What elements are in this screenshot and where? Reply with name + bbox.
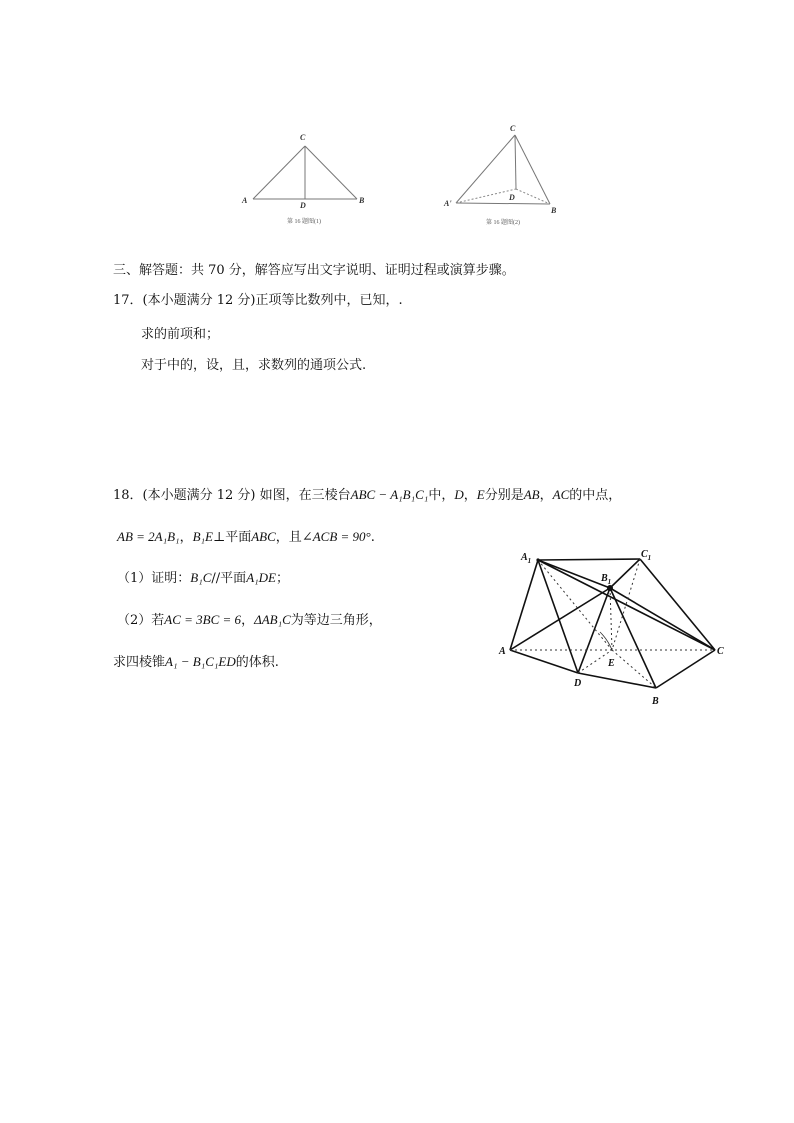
q18-cond-sep: ， (179, 530, 193, 545)
q18-part2-sep: ， (241, 613, 255, 628)
q18-cond-end: . (370, 530, 375, 545)
label-c1: $C_1$ (641, 549, 652, 562)
fig16-1-edge-cb (305, 146, 357, 199)
q18-part2-math2: ΔAB₁C (254, 612, 291, 627)
q18-conditions (117, 528, 375, 547)
q18-cond2d: ，且 (275, 530, 302, 545)
q18-part3-prefix: 求四棱锥 (113, 655, 166, 670)
label-e: E (608, 658, 615, 669)
edge-b1-c (610, 588, 715, 650)
q18-stem-mid2: 分别是 (484, 488, 524, 503)
q18-stem-mid1: 中， (428, 488, 455, 503)
section-heading: 三、解答题：共 70 分，解答应写出文字说明、证明过程或演算步骤。 (113, 263, 515, 278)
q18-figure (490, 540, 740, 720)
q18-stem-suffix: 的中点， (569, 488, 622, 503)
q18-sep: ， (463, 488, 477, 503)
q18-part3 (113, 653, 279, 672)
q18-part2-math1: AC = 3BC = 6 (164, 612, 242, 627)
q18-seg-ab: AB (523, 487, 540, 502)
fig16-2-label-a: A' (444, 199, 452, 208)
q18-part1-mid: //平面 (211, 571, 247, 586)
q17-part1: 求的前项和； (141, 327, 220, 342)
fig16-2-label-b: B (551, 206, 557, 215)
fig16-2-label-c: C (510, 124, 516, 133)
fig16-2-edge-db (516, 189, 550, 204)
q18-cond1: AB = 2A₁B₁ (117, 529, 180, 544)
q18-cond2c: ABC (251, 529, 276, 544)
label-d: D (574, 678, 582, 689)
fig16-1-label-a: A (242, 196, 248, 205)
fig16-1-label-d: D (300, 201, 306, 210)
edge-b1-a (510, 588, 610, 650)
q18-stem-mid3: ， (539, 488, 553, 503)
label-b: B (652, 696, 659, 707)
aux-arc (600, 632, 612, 650)
fig16-2-edge-ad (456, 189, 516, 203)
q18-cond3: ∠ACB = 90° (301, 529, 371, 544)
fig16-1-label-c: C (300, 133, 306, 142)
q18-frustum: ABC − A₁B₁C₁ (350, 487, 429, 502)
label-b1: $B_1$ (601, 573, 612, 586)
q18-cond2b: ⊥平面 (213, 530, 252, 545)
q18-point-d: D (454, 487, 464, 502)
q18-part1-math1: B₁C (190, 570, 212, 585)
edge-b1-d (578, 588, 610, 673)
fig16-1 (235, 128, 375, 228)
fig16-2-label-d: D (509, 193, 515, 202)
q18-part2-prefix: （2）若 (117, 613, 165, 628)
q17-part2: 对于中的，设，且，求数列的通项公式. (141, 358, 367, 373)
q18-part2-end: 为等边三角形， (290, 613, 382, 628)
fig16-1-edge-ac (253, 146, 305, 199)
fig16-1-caption: 第 16 题图(1) (287, 219, 321, 225)
edge-a1-b1 (538, 560, 610, 588)
fig16-2-edge-ab (456, 203, 550, 204)
q18-part1 (117, 569, 289, 588)
q18-part3-math: A₁ − B₁C₁ED (165, 654, 236, 669)
label-c: C (717, 646, 724, 657)
point-a1-dot (536, 558, 539, 561)
fig16-2-edge-cd (515, 135, 516, 189)
q18-part1-math2: A₁DE (246, 570, 276, 585)
label-a1: $A_1$ (521, 552, 532, 565)
q17-stem: 17．(本小题满分 12 分)正项等比数列中，已知，. (113, 293, 403, 308)
q18-stem (113, 486, 621, 505)
edge-b1-b (610, 588, 656, 688)
fig16-2-edge-cb (515, 135, 550, 204)
q18-stem-prefix: 18．(本小题满分 12 分) 如图，在三棱台 (113, 488, 351, 503)
fig16-2-caption: 第 16 题图(2) (486, 220, 520, 226)
edge-a-a1 (510, 560, 538, 650)
edge-a1-c1 (538, 559, 640, 560)
q18-seg-ac: AC (552, 487, 570, 502)
edge-e-b (612, 650, 656, 688)
edge-c1-c (640, 559, 715, 650)
fig16-1-label-b: B (359, 196, 365, 205)
label-a: A (499, 646, 506, 657)
edge-b-d (578, 673, 656, 688)
q18-part1-prefix: （1）证明： (117, 571, 191, 586)
q18-point-e: E (476, 487, 485, 502)
edge-c-b (656, 650, 715, 688)
q18-part2 (117, 611, 382, 630)
fig16-2-edge-ac (456, 135, 515, 203)
q18-part3-end: 的体积. (235, 655, 279, 670)
fig16-2 (440, 118, 570, 230)
q18-part1-end: ； (275, 571, 289, 586)
edge-d-a (510, 650, 578, 673)
q18-cond2a: B₁E (192, 529, 213, 544)
